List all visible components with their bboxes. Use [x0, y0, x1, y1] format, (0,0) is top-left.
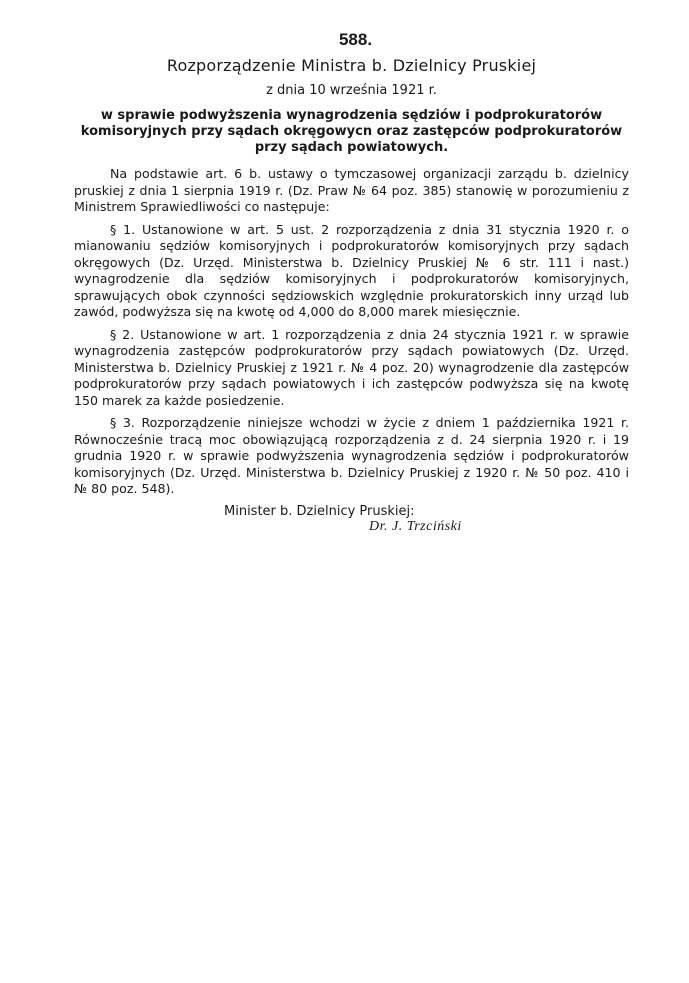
page-number: 588.	[338, 30, 373, 49]
section-3-paragraph: § 3. Rozporządzenie niniejsze wchodzi w życie z dniem 1 października 1921 r. Równocześnie tracą moc obowiązującą rozporządzenia z d. 24 sierpnia 1920 r. i 19 grudnia 1920 r. w sprawie podwyższenia wynagrodzenia sędziów i podprokuratorów komisoryjnych (Dz. Urzęd. Ministerstwa b. Dzielnicy Pruskiej z 1920 r. № 50 poz. 410 i № 80 poz. 548).	[74, 415, 629, 496]
section-1-paragraph: § 1. Ustanowione w art. 5 ust. 2 rozporządzenia z dnia 31 stycznia 1920 r. o mianowaniu sędziów komisoryjnych i podprokuratorów komisoryjnych przy sądach okręgowych (Dz. Urzęd. Ministerstwa b. Dzielnicy Pruskiej № 6 str. 111 i nast.) wynagrodzenie dla sędziów komisoryjnych i podprokuratorów komisoryjnych, sprawujących obok czynności sędziowskich względnie prokuratorskich inny urząd lub zawód, podwyższa się na kwotę od 4,000 do 8,000 marek miesięcznie.	[74, 221, 629, 319]
document-page	[74, 30, 629, 535]
document-title: Rozporządzenie Ministra b. Dzielnicy Pruskiej	[166, 56, 537, 75]
signature-title: Minister b. Dzielnicy Pruskiej:	[224, 503, 415, 519]
section-2-paragraph: § 2. Ustanowione w art. 1 rozporządzenia z dnia 24 stycznia 1921 r. w sprawie wynagrodzenia zastępców podprokuratorów przy sądach powiatowych (Dz. Urzęd. Ministerstwa b. Dzielnicy Pruskiej z 1921 r. № 4 poz. 20) wynagrodzenie dla zastępców podprokuratorów przy sądach powiatowych i ich zastępców podwyższa się na kwotę 150 marek za każde posiedzenie.	[74, 326, 629, 408]
document-date: z dnia 10 września 1921 r.	[266, 83, 437, 98]
preamble-paragraph: Na podstawie art. 6 b. ustawy o tymczasowej organizacji zarządu b. dzielnicy pruskiej z dnia 1 sierpnia 1919 r. (Dz. Praw № 64 poz. 385) stanowię w porozumieniu z Ministrem Sprawiedliwości co następuje:	[74, 166, 629, 214]
document-subject: w sprawie podwyższenia wynagrodzenia sędziów i podprokuratorów komisoryjnych przy sądach okręgowycn oraz zastępców podprokuratorów przy sądach powiatowych.	[80, 108, 623, 155]
signature-name: Dr. J. Trzciński	[369, 518, 462, 534]
